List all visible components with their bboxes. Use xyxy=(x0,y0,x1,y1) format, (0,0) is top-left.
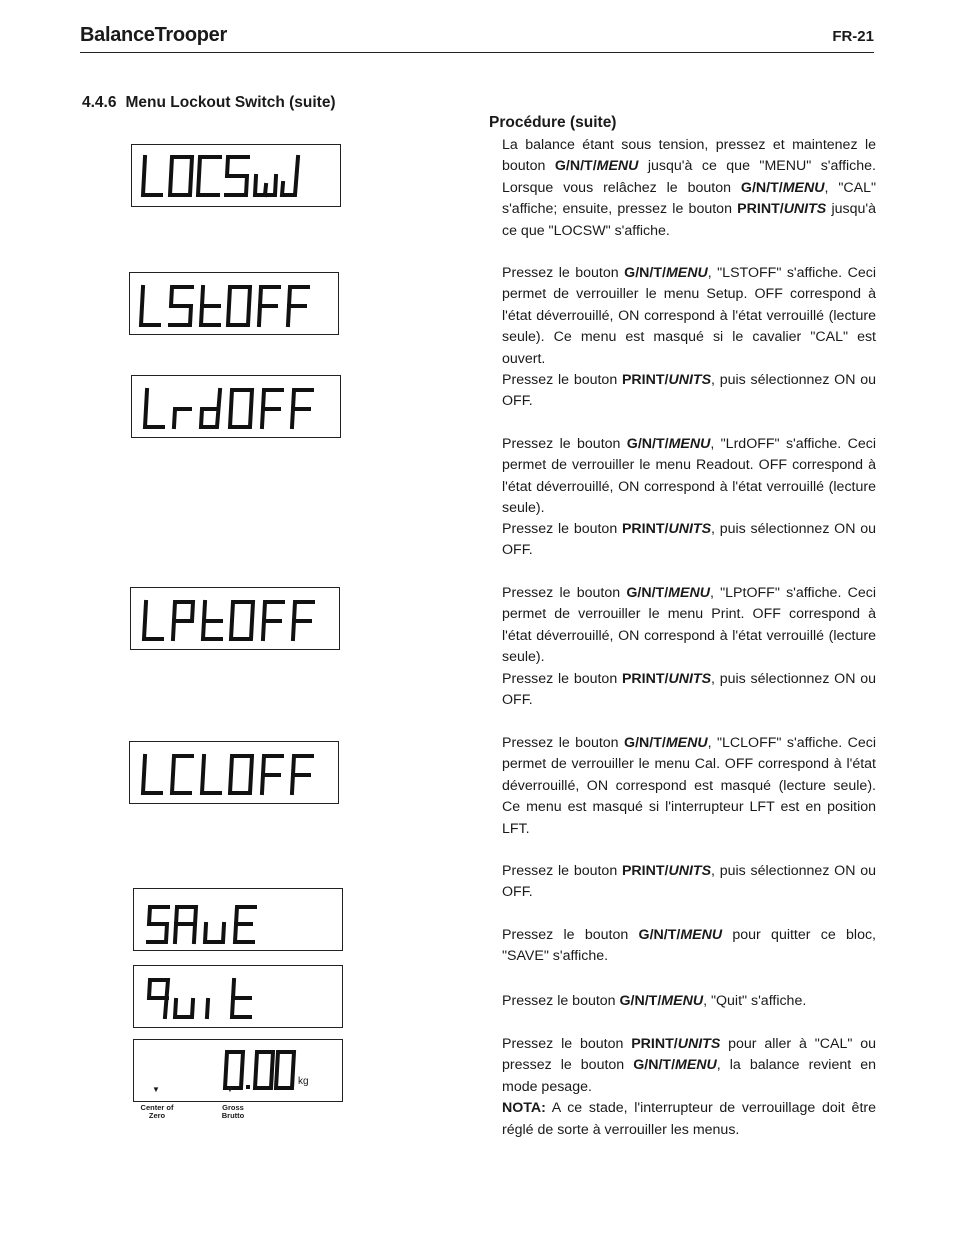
decimal-point xyxy=(246,1085,250,1089)
display-weight xyxy=(133,1039,343,1102)
segment-char xyxy=(282,157,298,195)
segment-char xyxy=(276,1052,294,1088)
paragraph: Pressez le bouton PRINT/UNITS, puis sélectionnez ON ou OFF. xyxy=(502,671,876,709)
paragraph: Pressez le bouton PRINT/UNITS, puis sélectionnez ON ou OFF. xyxy=(502,863,876,901)
segment-char xyxy=(292,390,312,427)
segment-char xyxy=(288,287,308,325)
segment-char xyxy=(173,602,193,639)
document-title: BalanceTrooper xyxy=(80,24,227,46)
segment-char xyxy=(255,1052,273,1088)
display-lcloff xyxy=(129,741,339,804)
segment-char xyxy=(263,602,283,639)
paragraph: Pressez le bouton G/N/T/MENU, "Quit" s'affiche. xyxy=(502,993,807,1009)
display-locsw xyxy=(131,144,341,207)
segment-char xyxy=(265,185,266,195)
display-text xyxy=(143,157,298,195)
gross-indicator-icon: ▼ xyxy=(226,1085,234,1094)
section-heading xyxy=(82,94,336,112)
display-save xyxy=(133,888,343,951)
segment-char xyxy=(175,1000,193,1017)
segment-char xyxy=(202,756,220,793)
segment-char xyxy=(172,756,192,793)
segment-char xyxy=(259,287,279,325)
segment-char xyxy=(143,157,161,195)
segment-char xyxy=(262,390,282,427)
procedure-heading: Procédure (suite) xyxy=(489,114,617,131)
segment-char xyxy=(143,756,161,793)
segment-char xyxy=(170,287,192,325)
display-lstoff xyxy=(129,272,339,335)
segment-char xyxy=(230,756,252,793)
paragraph: Pressez le bouton G/N/T/MENU, "LSTOFF" s'affiche. Ceci permet de verrouiller le menu Setup. OFF correspond à l'état déverrouillé, ON correspond à l'état verrouillé (lecture seule). Ce menu est masqué si le cavalier "CAL" est ouvert. xyxy=(502,265,876,367)
paragraph: Pressez le bouton G/N/T/MENU pour quitter ce bloc, "SAVE" s'affiche. xyxy=(502,927,876,965)
gross-brutto-label: Gross Brutto xyxy=(221,1103,245,1120)
page-number: FR-21 xyxy=(832,28,874,45)
paragraph: Pressez le bouton PRINT/UNITS pour aller à "CAL" ou pressez le bouton G/N/T/MENU, la balance revient en mode pesage. NOTA: A ce stade, l'interrupteur de verrouillage doit être réglé de sorte à verrouiller les menus. xyxy=(502,1036,877,1138)
center-of-zero-label: Center of Zero xyxy=(140,1103,174,1120)
segment-char xyxy=(141,287,159,325)
segment-char xyxy=(175,907,196,942)
display-quit xyxy=(133,965,343,1028)
segment-char xyxy=(293,602,313,639)
paragraph: Pressez le bouton G/N/T/MENU, "LrdOFF" s'affiche. Ceci permet de verrouiller le menu Readout. OFF correspond à l'état déverrouillé, ON correspond à l'état verrouillé (lecture seule). xyxy=(502,436,876,517)
display-lptoff xyxy=(130,587,340,650)
segment-char xyxy=(174,409,190,427)
segment-char xyxy=(235,907,255,942)
segment-char xyxy=(225,1052,243,1088)
segment-char xyxy=(205,924,224,942)
unit-label: kg xyxy=(298,1076,309,1087)
segment-char xyxy=(232,980,250,1017)
display-lrdoff xyxy=(131,375,341,438)
segment-char xyxy=(145,390,163,427)
segment-char xyxy=(170,157,192,195)
nota-label: NOTA: xyxy=(502,1100,546,1117)
segment-char xyxy=(148,907,168,942)
paragraph: Pressez le bouton G/N/T/MENU, "LCLOFF" s'affiche. Ceci permet de verrouiller le menu Cal. OFF correspond à l'état déverrouillé, ON correspond est masqué (lecture seule). Ce menu est masqué si l'interrupteur LFT est en position LFT. xyxy=(502,735,877,837)
segment-char xyxy=(207,1000,208,1017)
paragraph: Pressez le bouton PRINT/UNITS, puis sélectionnez ON ou OFF. xyxy=(502,521,876,559)
section-title: Menu Lockout Switch (suite) xyxy=(125,94,336,111)
segment-char xyxy=(149,980,168,1017)
header-divider xyxy=(80,52,874,53)
paragraph: Pressez le bouton G/N/T/MENU, "LPtOFF" s'affiche. Ceci permet de verrouiller le menu Print. OFF correspond à l'état déverrouillé, ON correspond à l'état verrouillé (lecture seule). xyxy=(502,585,876,666)
segment-char xyxy=(201,390,220,427)
segment-char xyxy=(231,602,253,639)
segment-char xyxy=(203,602,221,639)
section-number: 4.4.6 xyxy=(82,94,117,111)
segment-char xyxy=(144,602,162,639)
segment-char xyxy=(198,157,220,195)
center-zero-indicator-icon: ▼ xyxy=(152,1085,160,1094)
segment-char xyxy=(201,287,219,325)
segment-char xyxy=(230,390,252,427)
segment-char xyxy=(228,287,250,325)
paragraph: La balance étant sous tension, pressez et maintenez le bouton G/N/T/MENU jusqu'à ce que "MENU" s'affiche. Lorsque vous relâchez le bouton G/N/T/MENU, "CAL" s'affiche; ensuite, pressez le bouton PRINT/UNITS jusqu'à ce que "LOCSW" s'affiche. xyxy=(502,137,877,239)
segment-char xyxy=(262,756,282,793)
segment-char xyxy=(226,157,248,195)
paragraph: Pressez le bouton PRINT/UNITS, puis sélectionnez ON ou OFF. xyxy=(502,372,876,410)
segment-char xyxy=(292,756,312,793)
